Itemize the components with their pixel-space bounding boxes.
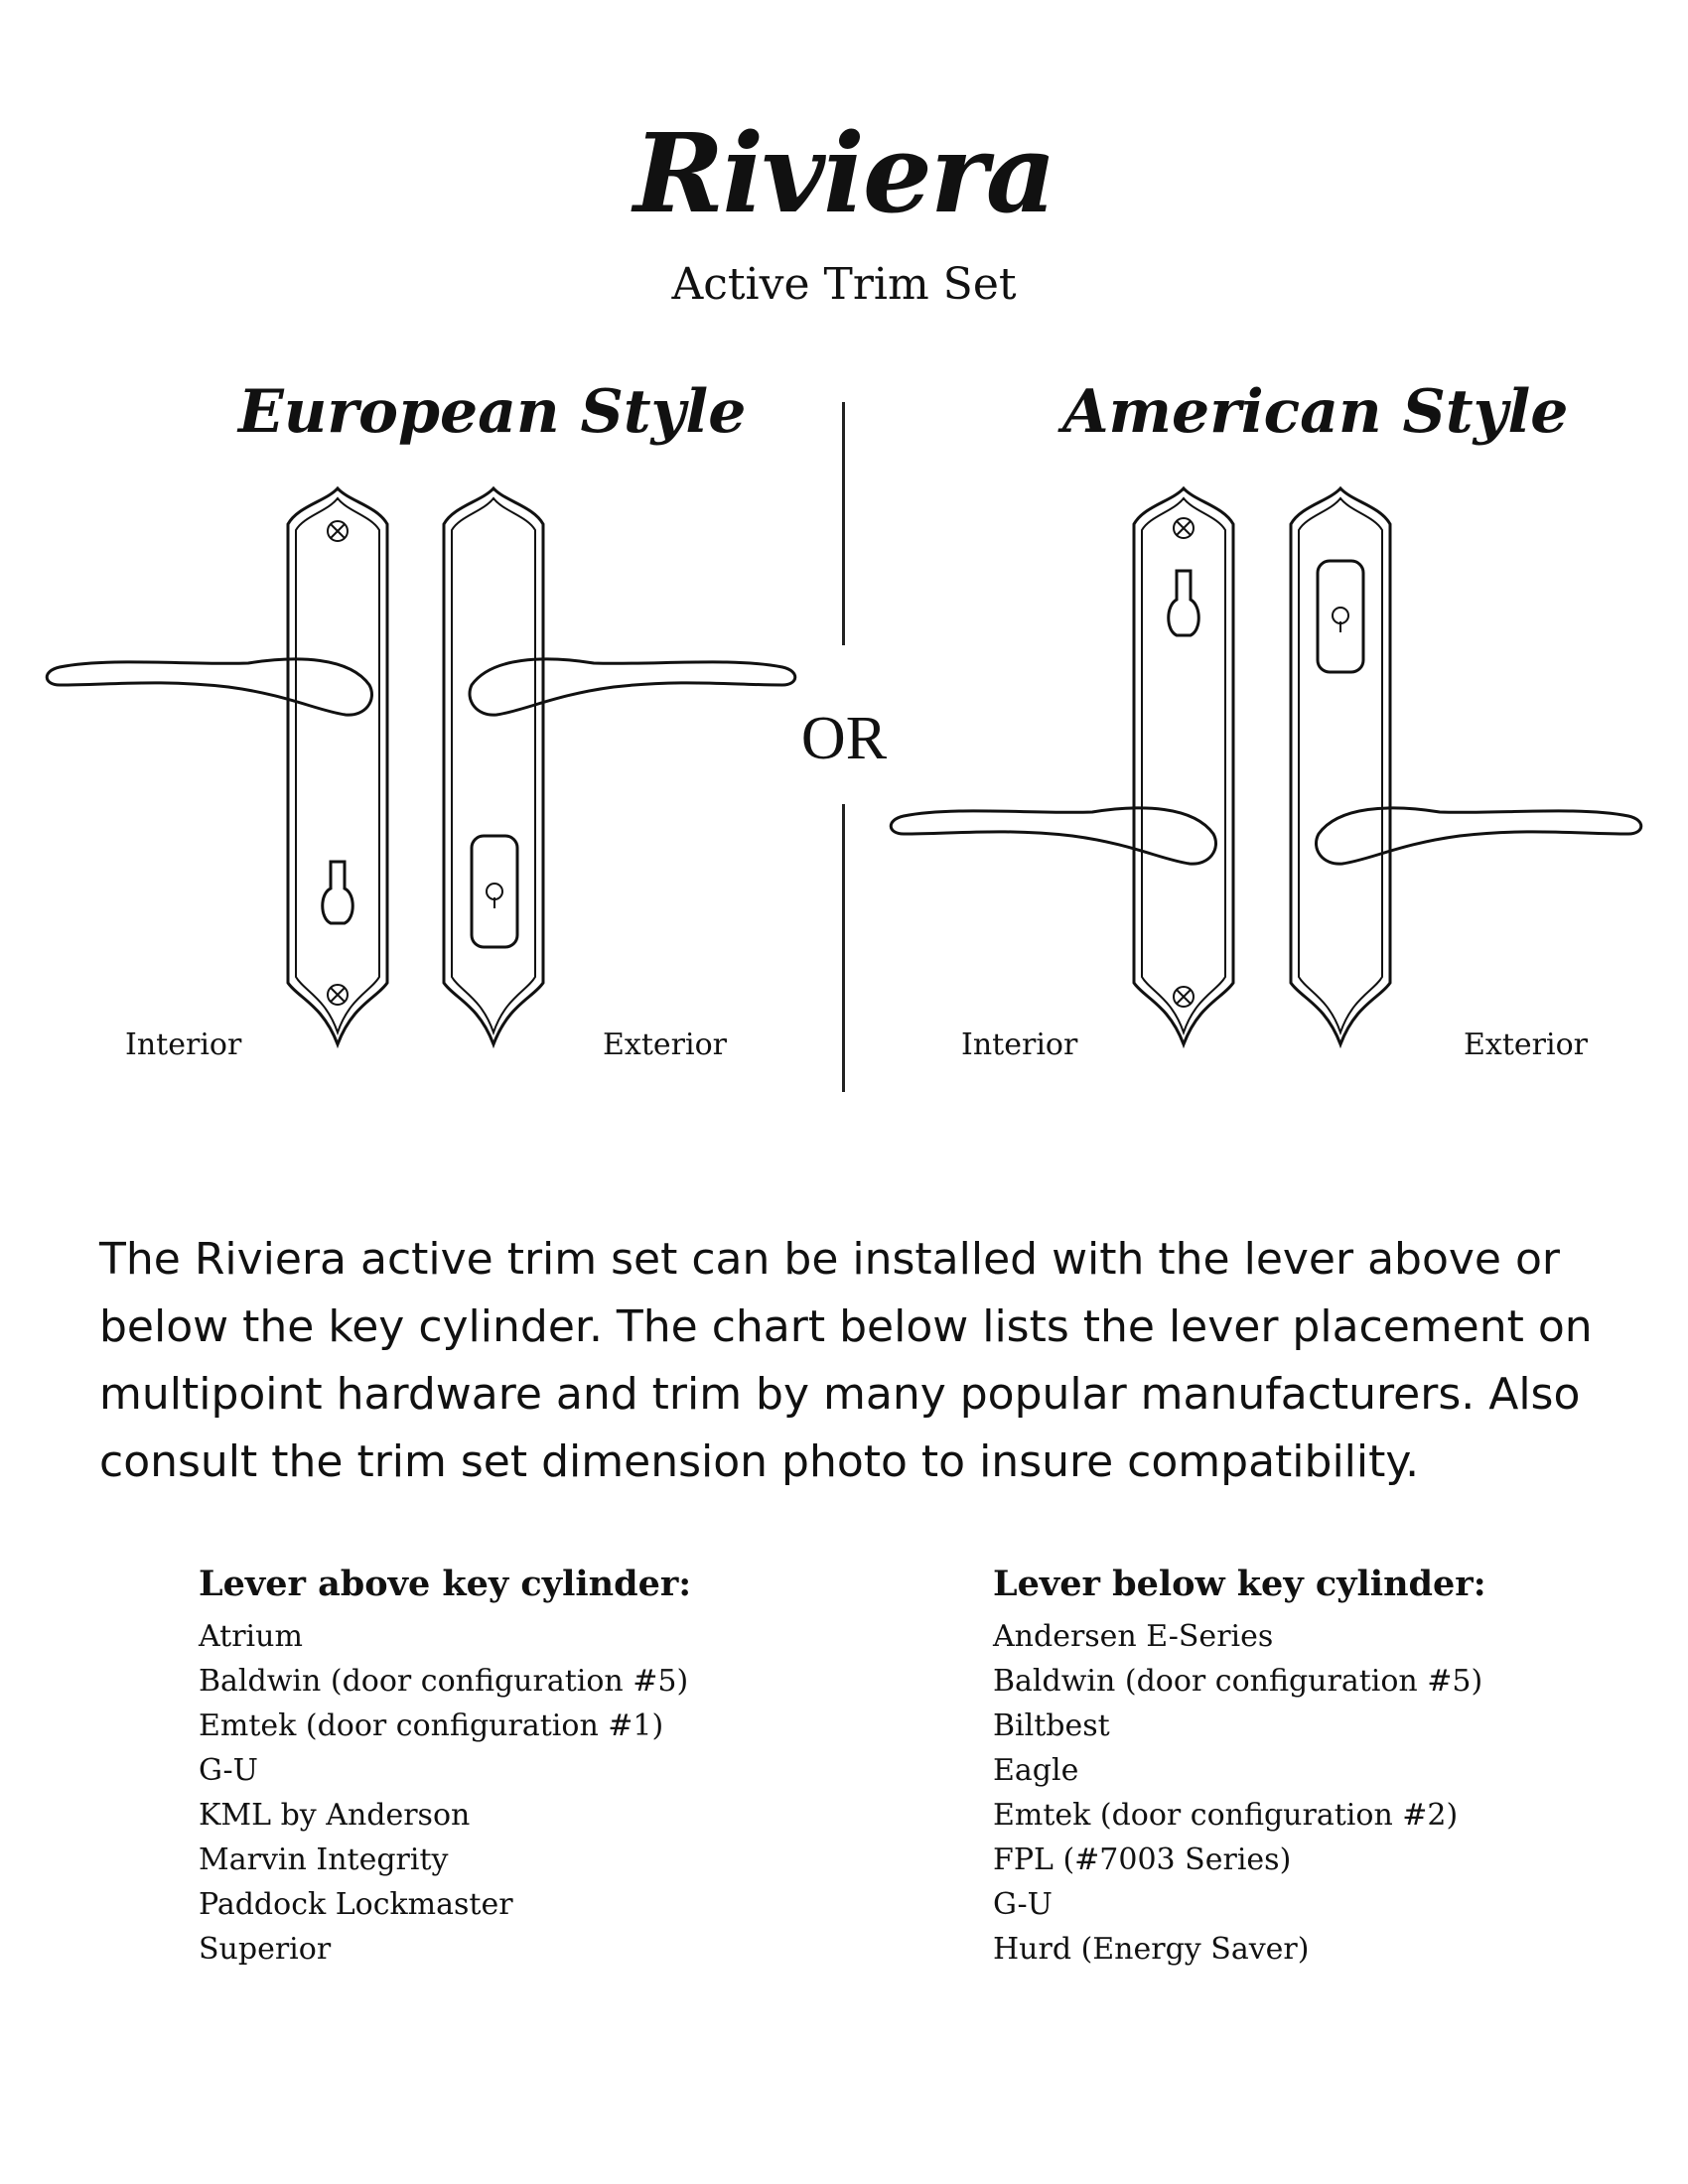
american-interior-plate [1134, 488, 1233, 1044]
list-item: Hurd (Energy Saver) [993, 1932, 1310, 1967]
list-item: G-U [199, 1753, 258, 1788]
screw-icon [328, 985, 348, 1005]
list-item: Superior [199, 1932, 332, 1967]
american-interior-label: Interior [961, 1027, 1078, 1062]
european-interior-plate [288, 488, 387, 1044]
american-exterior-label: Exterior [1464, 1027, 1588, 1062]
european-interior-lever [47, 659, 371, 715]
or-separator: OR [800, 705, 888, 772]
screw-icon [1174, 518, 1194, 538]
european-interior-label: Interior [125, 1027, 242, 1062]
description-line: multipoint hardware and trim by many popular manufacturers. Also [99, 1369, 1581, 1420]
description-paragraph [99, 1226, 1609, 1496]
list-item: Emtek (door configuration #2) [993, 1798, 1459, 1833]
list-item: Atrium [199, 1619, 303, 1654]
page-subtitle: Active Trim Set [671, 259, 1017, 310]
american-exterior-lever [1316, 808, 1640, 864]
american-interior-lever [891, 808, 1215, 864]
list-item: G-U [993, 1887, 1053, 1922]
european-exterior-lever [470, 659, 795, 715]
american-exterior-plate [1291, 488, 1390, 1044]
list-item: Emtek (door configuration #1) [199, 1708, 664, 1743]
list-item: Biltbest [993, 1708, 1110, 1743]
thumb-turn-icon [323, 862, 353, 923]
brand-title: Riviera [633, 109, 1055, 237]
list-item: Paddock Lockmaster [199, 1887, 513, 1922]
european-style-heading: European Style [238, 377, 747, 447]
lever-below-heading: Lever below key cylinder: [993, 1564, 1486, 1604]
description-line: consult the trim set dimension photo to insure compatibility. [99, 1436, 1420, 1487]
american-style-heading: American Style [1062, 377, 1569, 447]
list-item: KML by Anderson [199, 1798, 471, 1833]
lever-below-list [993, 1614, 1482, 1972]
list-item: Baldwin (door configuration #5) [199, 1664, 689, 1699]
list-item: Andersen E-Series [993, 1619, 1274, 1654]
list-item: Eagle [993, 1753, 1079, 1788]
description-line: The Riviera active trim set can be installed with the lever above or [99, 1234, 1560, 1285]
european-exterior-plate [444, 488, 543, 1044]
lever-above-heading: Lever above key cylinder: [199, 1564, 692, 1604]
list-item: Baldwin (door configuration #5) [993, 1664, 1483, 1699]
european-exterior-label: Exterior [603, 1027, 727, 1062]
thumb-turn-icon [1169, 571, 1199, 635]
key-cylinder-icon [1318, 561, 1363, 672]
list-item: Marvin Integrity [199, 1843, 449, 1877]
list-item: FPL (#7003 Series) [993, 1843, 1292, 1877]
key-cylinder-icon [472, 836, 517, 947]
description-line: below the key cylinder. The chart below lists the lever placement on [99, 1301, 1593, 1352]
lever-above-list [199, 1614, 688, 1972]
screw-icon [1174, 987, 1194, 1007]
screw-icon [328, 521, 348, 541]
